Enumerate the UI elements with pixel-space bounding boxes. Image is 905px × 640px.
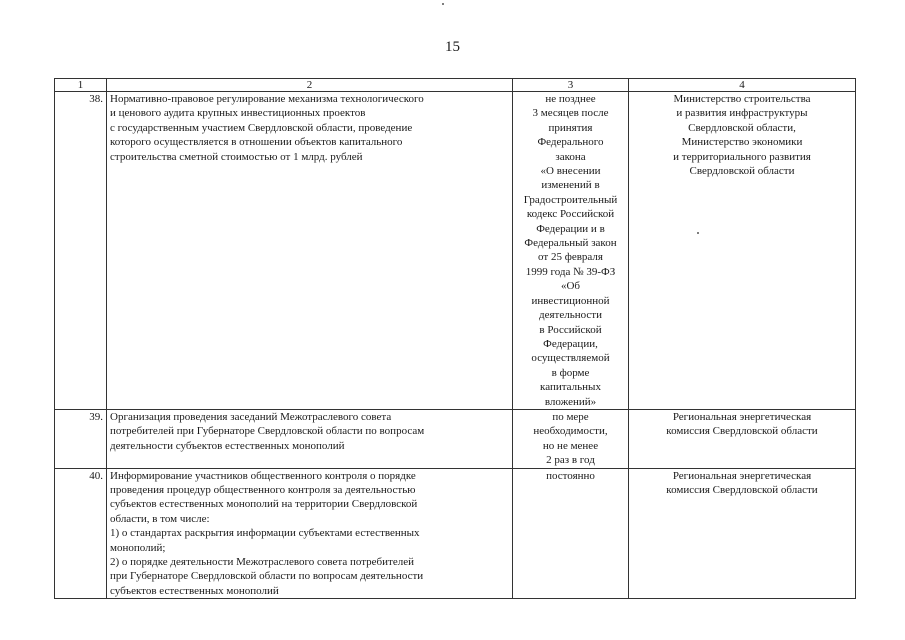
deadline-line: от 25 февраля: [538, 251, 603, 264]
description-line: потребителей при Губернаторе Свердловской области по вопросам: [110, 425, 425, 438]
deadline-line: Градостроительный: [523, 193, 618, 206]
row-description: [107, 410, 513, 469]
row-responsible: [629, 468, 856, 599]
row-number: 40.: [55, 468, 107, 599]
deadline-line: не позднее: [545, 93, 596, 105]
description-line: 1) о стандартах раскрытия информации субъектами естественных: [110, 527, 420, 540]
responsible-line: и развития инфраструктуры: [676, 107, 808, 120]
deadline-line: изменений в: [541, 179, 600, 192]
scan-speck: [442, 3, 444, 5]
deadline-line: 1999 года № 39-ФЗ: [525, 265, 616, 278]
responsible-line: Министерство строительства: [673, 93, 811, 105]
row-responsible: [629, 410, 856, 469]
column-header-description: 2: [107, 79, 513, 92]
column-header-deadline: 3: [513, 79, 629, 92]
description-line: строительства сметной стоимостью от 1 млрд. рублей: [110, 150, 363, 163]
row-description: [107, 468, 513, 599]
deadline-line: Федеральный закон: [524, 237, 617, 250]
deadline-line: деятельности: [539, 309, 602, 322]
table-row: [55, 92, 856, 410]
description-line: при Губернаторе Свердловской области по вопросам деятельности: [110, 570, 424, 583]
deadline-line: 3 месяцев после: [532, 107, 609, 120]
row-deadline: [513, 410, 629, 469]
row-description: [107, 92, 513, 410]
deadline-line: Федерального: [537, 136, 604, 149]
description-line: монополий;: [110, 541, 166, 554]
column-header-responsible: 4: [629, 79, 856, 92]
description-line: проведения процедур общественного контроля за деятельностью: [110, 484, 416, 497]
responsible-line: и территориального развития: [673, 150, 811, 163]
responsible-line: Министерство экономики: [681, 136, 803, 149]
responsible-line: Свердловской области,: [688, 121, 796, 134]
description-line: Организация проведения заседаний Межотраслевого совета: [110, 411, 392, 423]
deadline-line: закона: [555, 150, 586, 163]
deadline-line: по мере: [552, 411, 589, 423]
description-line: области, в том числе:: [110, 512, 210, 525]
deadline-line: принятия: [548, 121, 593, 134]
description-line: 2) о порядке деятельности Межотраслевого совета потребителей: [110, 556, 414, 569]
table-row: [55, 468, 856, 599]
description-line: и ценового аудита крупных инвестиционных проектов: [110, 107, 366, 120]
description-line: субъектов естественных монополий на территории Свердловской: [110, 498, 418, 511]
row-deadline: [513, 92, 629, 410]
responsible-line: комиссия Свердловской области: [666, 484, 818, 497]
deadline-line: инвестиционной: [531, 294, 610, 307]
deadline-line: но не менее: [542, 439, 599, 452]
table-header-row: [55, 79, 856, 92]
table-row: [55, 410, 856, 469]
deadline-line: «Об: [560, 280, 581, 293]
row-number: 39.: [55, 410, 107, 469]
description-line: Нормативно-правовое регулирование механизма технологического: [110, 93, 424, 105]
row-responsible: [629, 92, 856, 410]
deadline-line: осуществляемой: [531, 352, 610, 365]
row-number: 38.: [55, 92, 107, 410]
deadline-line: в форме: [551, 366, 590, 379]
row-deadline: [513, 468, 629, 599]
description-line: которого осуществляется в отношении объектов капитального: [110, 136, 403, 149]
deadline-line: в Российской: [539, 323, 602, 336]
responsible-line: Свердловской области: [689, 165, 795, 178]
description-line: субъектов естественных монополий: [110, 584, 279, 597]
measures-table: [54, 78, 856, 599]
description-line: Информирование участников общественного контроля о порядке: [110, 469, 416, 482]
deadline-line: необходимости,: [533, 425, 608, 438]
deadline-line: Федерации и в: [536, 222, 605, 235]
description-line: с государственным участием Свердловской области, проведение: [110, 121, 413, 134]
description-line: деятельности субъектов естественных монополий: [110, 439, 345, 452]
deadline-line: «О внесении: [540, 165, 601, 178]
deadline-line: вложений»: [544, 395, 597, 408]
deadline-line: кодекс Российской: [526, 208, 615, 221]
responsible-line: Региональная энергетическая: [672, 411, 812, 423]
deadline-line: капитальных: [540, 381, 601, 394]
page-number: 15: [445, 39, 460, 55]
responsible-line: комиссия Свердловской области: [666, 425, 818, 438]
responsible-line: Региональная энергетическая: [672, 469, 812, 482]
scan-speck: [697, 232, 699, 234]
deadline-line: 2 раз в год: [546, 454, 595, 467]
deadline-line: Федерации,: [543, 337, 598, 350]
deadline-line: постоянно: [546, 469, 595, 482]
column-header-number: 1: [55, 79, 107, 92]
